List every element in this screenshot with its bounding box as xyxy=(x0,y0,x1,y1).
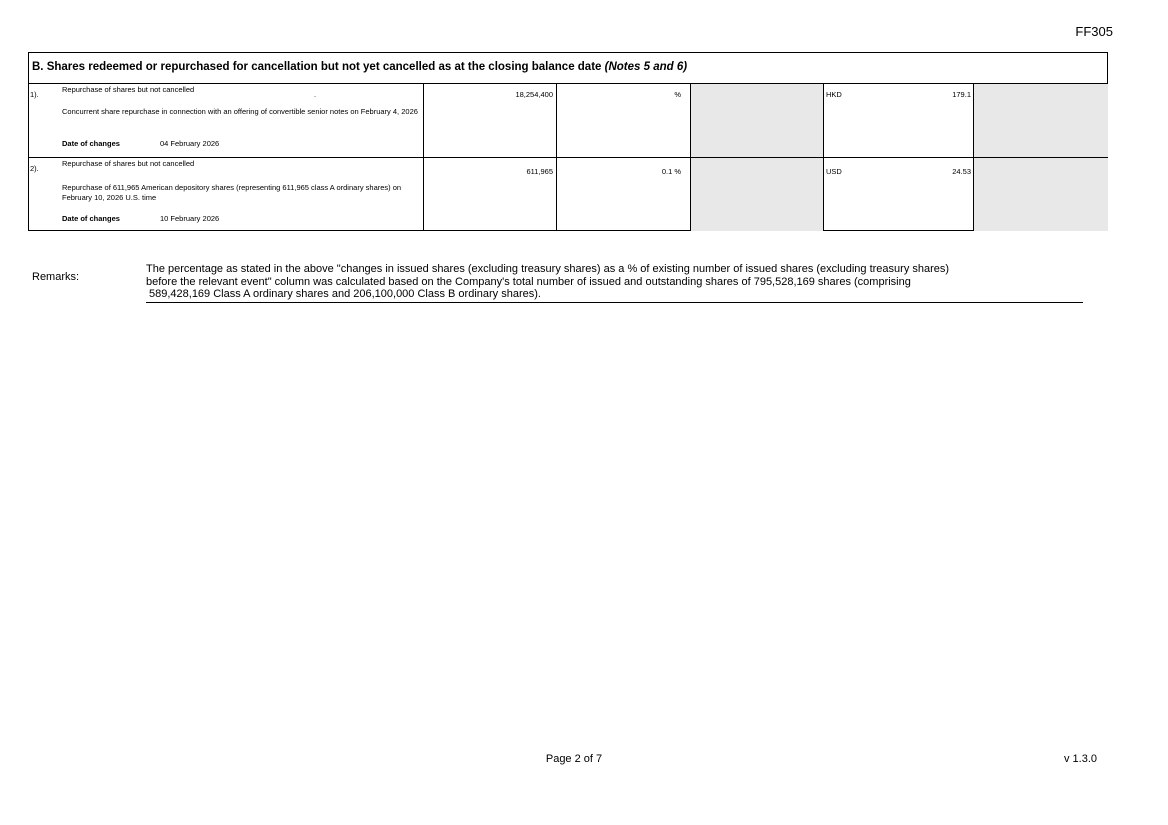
shaded-cell xyxy=(974,158,1108,231)
shares-count-cell xyxy=(424,158,557,231)
section-title-text: B. Shares redeemed or repurchased for cancellation but not yet cancelled as at the closing balance date xyxy=(32,61,602,73)
remarks-text xyxy=(146,263,1083,303)
shaded-cell xyxy=(691,84,824,157)
shares-count: 18,254,400 xyxy=(515,90,553,99)
change-type: Repurchase of shares but not cancelled xyxy=(62,85,195,94)
remarks-label: Remarks: xyxy=(32,271,80,283)
percentage-value: 0.1 % xyxy=(661,167,681,176)
currency-code: HKD xyxy=(826,90,842,99)
amount-value: 179.1 xyxy=(952,90,971,99)
percentage-cell xyxy=(557,158,691,231)
amount-value: 24.53 xyxy=(952,167,971,176)
description-cell xyxy=(29,84,424,157)
description-cell xyxy=(29,158,424,231)
date-of-changes-value: 10 February 2026 xyxy=(160,214,220,223)
price-cell xyxy=(824,158,974,231)
remarks-line-3: 589,428,169 Class A ordinary shares and 206,100,000 Class B ordinary shares). xyxy=(149,288,541,300)
change-type: Repurchase of shares but not cancelled xyxy=(62,159,195,168)
date-of-changes-label: Date of changes xyxy=(62,214,120,223)
currency-code: USD xyxy=(826,167,842,176)
page-number-text: Page 2 of 7 xyxy=(545,753,603,765)
shaded-cell xyxy=(691,158,824,231)
section-title xyxy=(29,53,1107,84)
repurchase-row-1 xyxy=(29,84,1107,158)
change-description: Repurchase of 611,965 American depository shares (representing 611,965 class A ordinary shares) on February 10, 2026 U.S. time xyxy=(62,183,402,202)
form-code: FF305 xyxy=(1075,24,1113,39)
row-marker: . xyxy=(314,90,317,99)
change-description: Concurrent share repurchase in connection with an offering of convertible senior notes on February 4, 2026 xyxy=(62,107,418,116)
remarks-line-2: before the relevant event" column was calculated based on the Company's total number of issued and outstanding shares of 795,528,169 shares (comprising xyxy=(146,275,911,288)
date-of-changes-label: Date of changes xyxy=(62,139,120,148)
section-title-notes: (Notes 5 and 6) xyxy=(604,61,688,73)
remarks-line-1: The percentage as stated in the above "changes in issued shares (excluding treasury shares) as a % of existing number of issued shares (excluding treasury shares) xyxy=(146,263,950,275)
row-index: 2). xyxy=(30,164,39,173)
shares-repurchased-section xyxy=(28,52,1108,231)
row-index: 1). xyxy=(30,90,39,99)
date-of-changes-value: 04 February 2026 xyxy=(160,139,220,148)
form-version: v 1.3.0 xyxy=(1063,753,1097,765)
shares-count-cell xyxy=(424,84,557,157)
price-cell xyxy=(824,84,974,157)
repurchase-row-2 xyxy=(29,158,1107,231)
shares-count: 611,965 xyxy=(526,167,553,176)
page-number xyxy=(0,753,1168,765)
shaded-cell xyxy=(974,84,1108,157)
percentage-value: % xyxy=(674,90,681,99)
percentage-cell xyxy=(557,84,691,157)
